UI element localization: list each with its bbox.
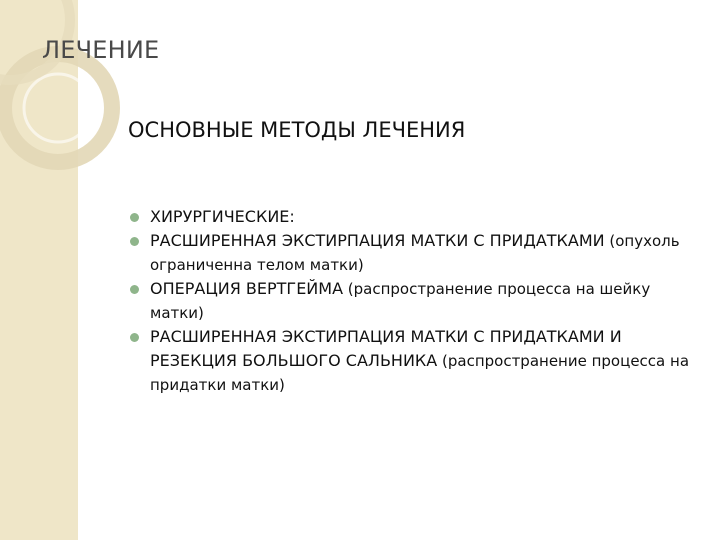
bullet-note: (распространение процесса на придатки матки)	[150, 352, 690, 394]
slide-title: ЛЕЧЕНИЕ	[42, 36, 160, 64]
bullet-lead: РАСШИРЕННАЯ ЭКСТИРПАЦИЯ МАТКИ С ПРИДАТКАМИ И РЕЗЕКЦИЯ БОЛЬШОГО САЛЬНИКА	[150, 327, 622, 370]
bullet-item	[150, 325, 690, 397]
slide-header	[0, 0, 720, 88]
bullet-item	[150, 205, 690, 229]
bullet-item	[150, 277, 690, 325]
bullet-dot-icon	[130, 237, 139, 246]
bullet-item	[150, 229, 690, 277]
bullet-dot-icon	[130, 333, 139, 342]
slide-subtitle: ОСНОВНЫЕ МЕТОДЫ ЛЕЧЕНИЯ	[128, 118, 466, 142]
bullet-lead: ОПЕРАЦИЯ ВЕРТГЕЙМА	[150, 279, 344, 298]
bullet-list	[150, 205, 690, 397]
bullet-note: (опухоль ограниченна телом матки)	[150, 232, 680, 274]
bullet-dot-icon	[130, 213, 139, 222]
bullet-lead: РАСШИРЕННАЯ ЭКСТИРПАЦИЯ МАТКИ С ПРИДАТКАМИ	[150, 231, 605, 250]
bullet-text: ХИРУРГИЧЕСКИЕ:	[150, 207, 295, 226]
bullet-note: (распространение процесса на шейку матки)	[150, 280, 651, 322]
bullet-dot-icon	[130, 285, 139, 294]
